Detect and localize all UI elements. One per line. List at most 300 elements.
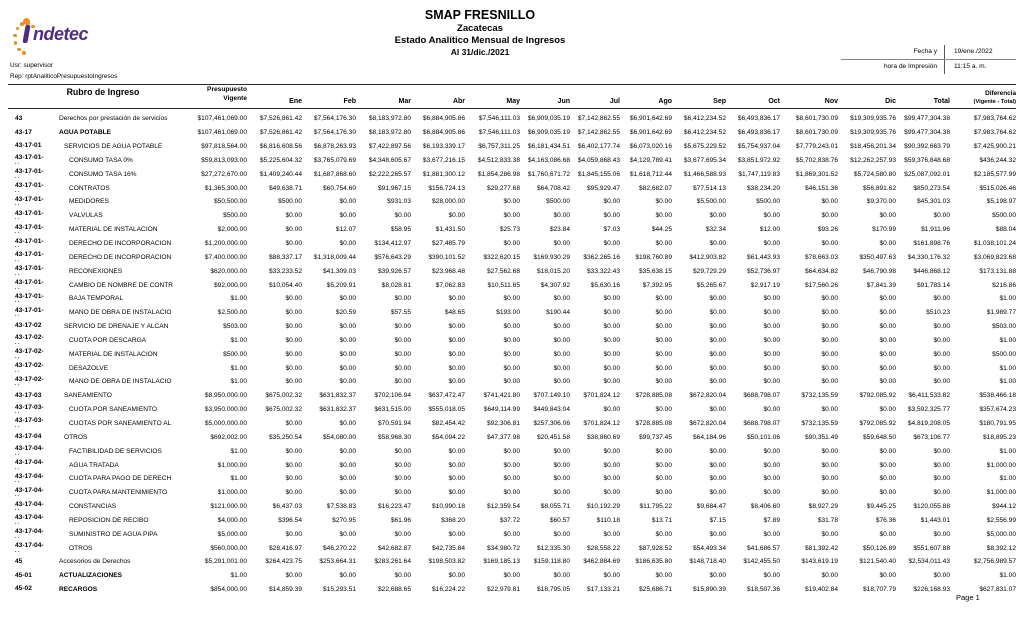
row-amount-cell: $1,200,000.00	[204, 240, 247, 248]
row-amount-cell: $6,878,263.93	[313, 143, 356, 151]
row-amount-cell: $1,318,009.44	[313, 253, 356, 261]
row-amount-cell: $0.00	[709, 447, 726, 455]
row-amount-cell: $8,601,730.09	[795, 115, 838, 123]
row-amount-cell: $0.00	[655, 572, 672, 580]
row-amount-cell: $58.95	[390, 226, 411, 234]
row-amount-cell: $0.00	[553, 336, 570, 344]
row-amount-cell: $8,028.81	[381, 281, 411, 289]
row-amount-cell: $0.00	[933, 295, 950, 303]
row-amount-cell: $688,798.07	[743, 392, 780, 400]
row-amount-cell: $0.00	[553, 475, 570, 483]
row-amount-cell: $0.00	[339, 212, 356, 220]
row-amount-cell: $0.00	[933, 336, 950, 344]
row-code-wrap: ..	[15, 519, 21, 526]
row-amount-cell: $22,688.65	[377, 586, 411, 594]
row-amount-cell: $4,512,833.38	[477, 156, 520, 164]
print-time-label: hora de Impresión	[883, 63, 937, 70]
row-amount-cell: $0.00	[285, 226, 302, 234]
row-amount-cell: $5,209.91	[326, 281, 356, 289]
row-amount-cell: $0.00	[709, 530, 726, 538]
row-amount-cell: $7,400,000.00	[204, 253, 247, 261]
row-amount-cell: $5,000.00	[986, 530, 1016, 538]
row-amount-cell: $0.00	[709, 323, 726, 331]
table-row	[15, 292, 1016, 306]
column-header-month: Abr	[452, 98, 465, 105]
row-amount-cell: $1,000.00	[986, 461, 1016, 469]
row-label: CUOTA PARA PAGO DE DERECH	[69, 475, 172, 483]
row-amount-cell: $0.00	[821, 461, 838, 469]
row-amount-cell: $0.00	[655, 295, 672, 303]
row-amount-cell: $7,526,861.42	[259, 115, 302, 123]
row-amount-cell: $0.00	[763, 447, 780, 455]
row-code: 43-17-01- ..	[15, 252, 59, 262]
row-amount-cell: $0.00	[879, 475, 896, 483]
row-amount-cell: $0.00	[553, 489, 570, 497]
row-amount-cell: $0.00	[448, 489, 465, 497]
row-amount-cell: $631,832.37	[319, 406, 356, 414]
row-code: 43-17-04- ..	[15, 446, 59, 456]
row-amount-cell: $1,000.00	[217, 489, 247, 497]
row-amount-cell: $0.00	[603, 364, 620, 372]
row-amount-cell: $48.65	[444, 309, 465, 317]
row-amount-cell: $0.00	[339, 350, 356, 358]
row-amount-cell: $39,926.57	[377, 267, 411, 275]
row-amount-cell: $93.26	[817, 226, 838, 234]
row-amount-cell: $47,377.98	[486, 433, 520, 441]
row-amount-cell: $0.00	[709, 489, 726, 497]
row-code: 43	[15, 114, 23, 122]
row-amount-cell: $692,002.00	[210, 433, 247, 441]
print-date-row	[841, 45, 1016, 60]
row-amount-cell: $0.00	[285, 323, 302, 331]
row-amount-cell: $0.00	[821, 198, 838, 206]
row-amount-cell: $18,507.36	[746, 586, 780, 594]
row-amount-cell: $3,677,695.34	[683, 156, 726, 164]
row-amount-cell: $0.00	[763, 295, 780, 303]
page-number: Page 1	[956, 593, 980, 602]
row-amount-cell: $627,831.07	[979, 586, 1016, 594]
user-label: Usr: supervisor	[10, 62, 53, 69]
row-amount-cell: $61,443.93	[746, 253, 780, 261]
row-code-wrap: ..	[15, 312, 21, 319]
row-amount-cell: $0.00	[655, 447, 672, 455]
row-amount-cell: $0.00	[763, 323, 780, 331]
row-amount-cell: $4,163,086.68	[527, 156, 570, 164]
row-amount-cell: $631,515.00	[374, 406, 411, 414]
print-date-value: 19/ene./2022	[944, 45, 1016, 59]
row-amount-cell: $0.00	[603, 350, 620, 358]
row-code-wrap: ..	[15, 353, 21, 360]
row-amount-cell: $555,018.05	[428, 406, 465, 414]
row-amount-cell: $0.00	[553, 240, 570, 248]
row-amount-cell: $350,497.63	[859, 253, 896, 261]
row-amount-cell: $0.00	[285, 572, 302, 580]
row-amount-cell: $0.00	[339, 364, 356, 372]
row-amount-cell: $0.00	[879, 364, 896, 372]
row-amount-cell: $6,181,434.51	[527, 143, 570, 151]
print-date-label: Fecha y	[913, 48, 937, 55]
row-amount-cell: $0.00	[655, 489, 672, 497]
table-row	[15, 334, 1016, 348]
row-amount-cell: $20,451.58	[536, 433, 570, 441]
row-label: MEDIDORES	[69, 198, 109, 206]
row-amount-cell: $60.57	[549, 516, 570, 524]
row-amount-cell: $5,265.67	[696, 281, 726, 289]
row-amount-cell: $2,000.00	[217, 226, 247, 234]
table-row	[15, 389, 1016, 403]
row-amount-cell: $28,000.00	[431, 198, 465, 206]
row-amount-cell: $0.00	[394, 461, 411, 469]
row-amount-cell: $0.00	[603, 198, 620, 206]
row-amount-cell: $0.00	[933, 489, 950, 497]
row-amount-cell: $1.00	[230, 378, 247, 386]
row-amount-cell: $7,526,861.42	[259, 129, 302, 137]
row-amount-cell: $931.03	[387, 198, 411, 206]
row-amount-cell: $0.00	[879, 378, 896, 386]
row-amount-cell: $99,737.45	[638, 433, 672, 441]
row-amount-cell: $0.00	[503, 240, 520, 248]
row-amount-cell: $0.00	[655, 309, 672, 317]
row-amount-cell: $0.00	[285, 212, 302, 220]
row-label: CUOTA POR DESCARGA	[69, 336, 147, 344]
column-header-month: Oct	[768, 98, 780, 105]
row-amount-cell: $33,322.43	[586, 267, 620, 275]
row-amount-cell: $0.00	[763, 572, 780, 580]
row-amount-cell: $649,114.99	[483, 406, 520, 414]
row-code: 43-17-04- ..	[15, 460, 59, 470]
row-label: VÁLVULAS	[69, 212, 103, 220]
row-code-wrap: ..	[15, 339, 21, 346]
row-amount-cell: $0.00	[879, 212, 896, 220]
row-amount-cell: $0.00	[603, 336, 620, 344]
row-amount-cell: $23.84	[549, 226, 570, 234]
row-code: 43-17-04- ..	[15, 502, 59, 512]
row-amount-cell: $6,402,177.74	[577, 143, 620, 151]
row-amount-cell: $1.00	[999, 475, 1016, 483]
row-amount-cell: $0.00	[339, 323, 356, 331]
row-amount-cell: $59,376,848.68	[904, 156, 950, 164]
row-amount-cell: $7,392.95	[642, 281, 672, 289]
state-title: Zacatecas	[457, 23, 503, 34]
row-amount-cell: $1,365,300.00	[204, 184, 247, 192]
row-amount-cell: $637,472.47	[428, 392, 465, 400]
table-row	[15, 375, 1016, 389]
row-amount-cell: $0.00	[821, 336, 838, 344]
row-amount-cell: $0.00	[448, 323, 465, 331]
row-amount-cell: $0.00	[503, 530, 520, 538]
row-amount-cell: $28,558.22	[586, 544, 620, 552]
row-amount-cell: $6,493,836.17	[737, 129, 780, 137]
table-body	[15, 112, 1016, 597]
row-amount-cell: $0.00	[655, 364, 672, 372]
row-label: RECONEXIONES	[69, 267, 123, 275]
row-amount-cell: $78,663.03	[804, 253, 838, 261]
row-amount-cell: $2,917.19	[750, 281, 780, 289]
column-header-presupuesto	[191, 85, 247, 103]
row-amount-cell: $0.00	[821, 323, 838, 331]
row-amount-cell: $1,989.77	[986, 309, 1016, 317]
row-amount-cell: $20.59	[335, 309, 356, 317]
row-amount-cell: $631,832.37	[319, 392, 356, 400]
row-amount-cell: $169,185.13	[483, 558, 520, 566]
row-amount-cell: $6,493,836.17	[737, 115, 780, 123]
row-amount-cell: $32.34	[705, 226, 726, 234]
column-header-total: Total	[933, 98, 950, 105]
column-header-month: May	[506, 98, 520, 105]
row-amount-cell: $0.00	[655, 406, 672, 414]
row-amount-cell: $792,085.92	[859, 419, 896, 427]
row-label: CUOTAS POR SANEAMIENTO AL	[69, 419, 172, 427]
row-amount-cell: $1.00	[230, 475, 247, 483]
row-amount-cell: $54,080.00	[322, 433, 356, 441]
diferencia-line2: (Vigente - Total)	[973, 98, 1016, 105]
row-amount-cell: $0.00	[553, 530, 570, 538]
table-row	[15, 320, 1016, 334]
row-amount-cell: $7,538.83	[326, 503, 356, 511]
row-amount-cell: $0.00	[285, 295, 302, 303]
row-amount-cell: $27,562.68	[486, 267, 520, 275]
row-amount-cell: $19,309,935.76	[850, 129, 896, 137]
row-amount-cell: $186,635.80	[635, 558, 672, 566]
row-amount-cell: $7,564,176.30	[313, 115, 356, 123]
column-header-month: Ene	[289, 98, 302, 105]
row-amount-cell: $198,503.82	[428, 558, 465, 566]
row-amount-cell: $54,094.22	[431, 433, 465, 441]
row-amount-cell: $46,270.22	[322, 544, 356, 552]
row-amount-cell: $7,779,243.01	[795, 143, 838, 151]
row-amount-cell: $8,406.60	[750, 503, 780, 511]
table-row	[15, 500, 1016, 514]
row-amount-cell: $0.00	[933, 447, 950, 455]
column-header-month: Feb	[343, 98, 356, 105]
row-amount-cell: $0.00	[503, 489, 520, 497]
table-row	[15, 417, 1016, 431]
row-amount-cell: $0.00	[603, 309, 620, 317]
row-amount-cell: $0.00	[553, 212, 570, 220]
header-bottom-rule	[8, 108, 1016, 109]
row-amount-cell: $2,500.00	[217, 309, 247, 317]
row-amount-cell: $620,000.00	[210, 267, 247, 275]
row-amount-cell: $1,466,588.93	[683, 170, 726, 178]
row-amount-cell: $0.00	[503, 336, 520, 344]
row-amount-cell: $6,884,905.86	[422, 129, 465, 137]
row-label: Accesorios de Derechos	[59, 558, 131, 566]
row-amount-cell: $850,273.54	[913, 184, 950, 192]
row-amount-cell: $390,101.52	[428, 253, 465, 261]
row-amount-cell: $0.00	[709, 378, 726, 386]
row-amount-cell: $58,968.30	[377, 433, 411, 441]
row-amount-cell: $1,747,119.83	[738, 170, 780, 178]
table-row	[15, 264, 1016, 278]
row-amount-cell: $854,000.00	[210, 586, 247, 594]
row-amount-cell: $97,818,564.00	[201, 143, 247, 151]
row-amount-cell: $0.00	[503, 323, 520, 331]
row-amount-cell: $0.00	[933, 350, 950, 358]
row-amount-cell: $0.00	[709, 364, 726, 372]
row-code-wrap: ..	[15, 215, 21, 222]
row-amount-cell: $6,412,234.52	[683, 129, 726, 137]
row-amount-cell: $170.99	[872, 226, 896, 234]
row-amount-cell: $45,301.03	[916, 198, 950, 206]
row-amount-cell: $0.00	[603, 461, 620, 469]
row-label: CAMBIO DE NOMBRE DE CONTR	[69, 281, 174, 289]
row-amount-cell: $7.03	[603, 226, 620, 234]
row-amount-cell: $1.00	[230, 336, 247, 344]
row-amount-cell: $180,791.95	[979, 419, 1016, 427]
row-amount-cell: $88.04	[995, 226, 1016, 234]
row-amount-cell: $0.00	[394, 212, 411, 220]
row-amount-cell: $3,851,972.92	[737, 156, 780, 164]
row-amount-cell: $9,684.47	[696, 503, 726, 511]
row-amount-cell: $0.00	[603, 240, 620, 248]
row-amount-cell: $2,756,989.57	[973, 558, 1016, 566]
column-header-month: Jul	[609, 98, 620, 105]
row-amount-cell: $257,306.06	[533, 419, 570, 427]
row-code: 43-17-03	[15, 391, 42, 399]
row-amount-cell: $0.00	[821, 530, 838, 538]
report-name-label: Rep: rptAnaliticoPresupuestoIngresos	[10, 73, 118, 80]
row-amount-cell: $0.00	[553, 350, 570, 358]
row-amount-cell: $0.00	[655, 323, 672, 331]
table-row	[15, 458, 1016, 472]
row-amount-cell: $1,000.00	[986, 489, 1016, 497]
row-amount-cell: $0.00	[821, 447, 838, 455]
row-code: 43-17-01- ..	[15, 155, 59, 165]
row-amount-cell: $0.00	[285, 530, 302, 538]
column-header-month: Ago	[658, 98, 672, 105]
row-amount-cell: $396.54	[278, 516, 302, 524]
row-amount-cell: $142,455.50	[743, 558, 780, 566]
row-amount-cell: $0.00	[821, 212, 838, 220]
row-amount-cell: $0.00	[763, 336, 780, 344]
row-code-wrap: ..	[15, 187, 21, 194]
row-amount-cell: $0.00	[763, 378, 780, 386]
row-amount-cell: $1,687,868.60	[313, 170, 356, 178]
row-code-wrap: ..	[15, 409, 21, 416]
row-amount-cell: $28,416.97	[268, 544, 302, 552]
row-amount-cell: $0.00	[821, 309, 838, 317]
row-amount-cell: $500.00	[546, 198, 570, 206]
logo-text: ndetec	[33, 24, 89, 44]
row-amount-cell: $1.00	[230, 572, 247, 580]
row-amount-cell: $270.95	[332, 516, 356, 524]
row-amount-cell: $8,927.29	[808, 503, 838, 511]
row-amount-cell: $0.00	[655, 461, 672, 469]
table-row	[15, 306, 1016, 320]
row-amount-cell: $6,909,035.19	[527, 115, 570, 123]
row-code-wrap: ..	[15, 450, 21, 457]
row-amount-cell: $0.00	[603, 295, 620, 303]
row-amount-cell: $0.00	[709, 212, 726, 220]
row-amount-cell: $0.00	[655, 198, 672, 206]
row-amount-cell: $0.00	[603, 378, 620, 386]
row-amount-cell: $4,000.00	[217, 516, 247, 524]
row-code-wrap: ..	[15, 367, 21, 374]
row-amount-cell: $500.00	[992, 212, 1016, 220]
row-amount-cell: $6,193,339.17	[422, 143, 465, 151]
row-amount-cell: $0.00	[394, 350, 411, 358]
row-amount-cell: $0.00	[448, 475, 465, 483]
row-amount-cell: $29,277.68	[486, 184, 520, 192]
row-amount-cell: $52,736.97	[746, 267, 780, 275]
row-amount-cell: $7.15	[709, 516, 726, 524]
row-amount-cell: $29,729.29	[692, 267, 726, 275]
row-amount-cell: $1,869,301.52	[795, 170, 838, 178]
row-amount-cell: $462,884.69	[583, 558, 620, 566]
row-amount-cell: $27,485.79	[431, 240, 465, 248]
row-amount-cell: $1,409,240.44	[259, 170, 302, 178]
table-row	[15, 209, 1016, 223]
row-amount-cell: $90,392,663.79	[904, 143, 950, 151]
row-code-wrap: ..	[15, 173, 21, 180]
row-code: 43-17-04	[15, 433, 42, 441]
row-amount-cell: $701,824.12	[583, 419, 620, 427]
row-amount-cell: $7,564,176.30	[313, 129, 356, 137]
row-amount-cell: $5,000,000.00	[204, 419, 247, 427]
row-amount-cell: $0.00	[763, 212, 780, 220]
row-code: 43-17-01- ..	[15, 266, 59, 276]
table-row	[15, 527, 1016, 541]
row-amount-cell: $0.00	[879, 323, 896, 331]
row-amount-cell: $91,783.14	[916, 281, 950, 289]
row-label: DERECHO DE INCORPORACIÓN	[69, 253, 172, 261]
row-amount-cell: $50,101.06	[746, 433, 780, 441]
row-amount-cell: $0.00	[285, 419, 302, 427]
row-amount-cell: $38,234.20	[746, 184, 780, 192]
row-amount-cell: $1.00	[999, 364, 1016, 372]
column-header-month: Sep	[713, 98, 726, 105]
row-amount-cell: $59,648.50	[862, 433, 896, 441]
row-label: BAJA TEMPORAL	[69, 295, 124, 303]
row-amount-cell: $70,591.94	[377, 419, 411, 427]
row-amount-cell: $121,540.40	[859, 558, 896, 566]
row-amount-cell: $18,015.20	[536, 267, 570, 275]
row-amount-cell: $5,675,229.52	[683, 143, 726, 151]
row-amount-cell: $18,895.23	[982, 433, 1016, 441]
row-amount-cell: $6,437.03	[272, 503, 302, 511]
row-amount-cell: $0.00	[339, 198, 356, 206]
row-amount-cell: $0.00	[448, 530, 465, 538]
row-amount-cell: $10,990.18	[431, 503, 465, 511]
row-label: Derechos por prestación de servicios	[59, 115, 168, 123]
row-amount-cell: $0.00	[655, 240, 672, 248]
row-amount-cell: $0.00	[285, 489, 302, 497]
row-amount-cell: $283,261.64	[374, 558, 411, 566]
print-time-value: 11:15 a. m.	[944, 60, 1016, 74]
row-amount-cell: $503.00	[992, 323, 1016, 331]
print-info-box	[841, 45, 1016, 74]
row-amount-cell: $107,461,069.00	[197, 129, 247, 137]
row-amount-cell: $0.00	[285, 461, 302, 469]
table-row	[15, 541, 1016, 555]
row-code-wrap: ..	[15, 298, 21, 305]
row-amount-cell: $1.00	[999, 447, 1016, 455]
row-label: CUOTA PARA MANTENIMIENTO	[69, 489, 168, 497]
row-amount-cell: $95,929.47	[586, 184, 620, 192]
row-amount-cell: $0.00	[553, 572, 570, 580]
row-amount-cell: $728,885.08	[635, 419, 672, 427]
row-amount-cell: $0.00	[448, 350, 465, 358]
row-amount-cell: $4,330,176.32	[907, 253, 950, 261]
row-amount-cell: $688,798.07	[743, 419, 780, 427]
row-amount-cell: $436,244.32	[979, 156, 1016, 164]
row-amount-cell: $7,546,111.03	[478, 129, 520, 137]
row-code-wrap: ..	[15, 492, 21, 499]
table-row	[15, 167, 1016, 181]
row-label: DERECHO DE INCORPORACIÓN	[69, 240, 172, 248]
row-amount-cell: $0.00	[553, 461, 570, 469]
row-code: 43-17-01- ..	[15, 169, 59, 179]
